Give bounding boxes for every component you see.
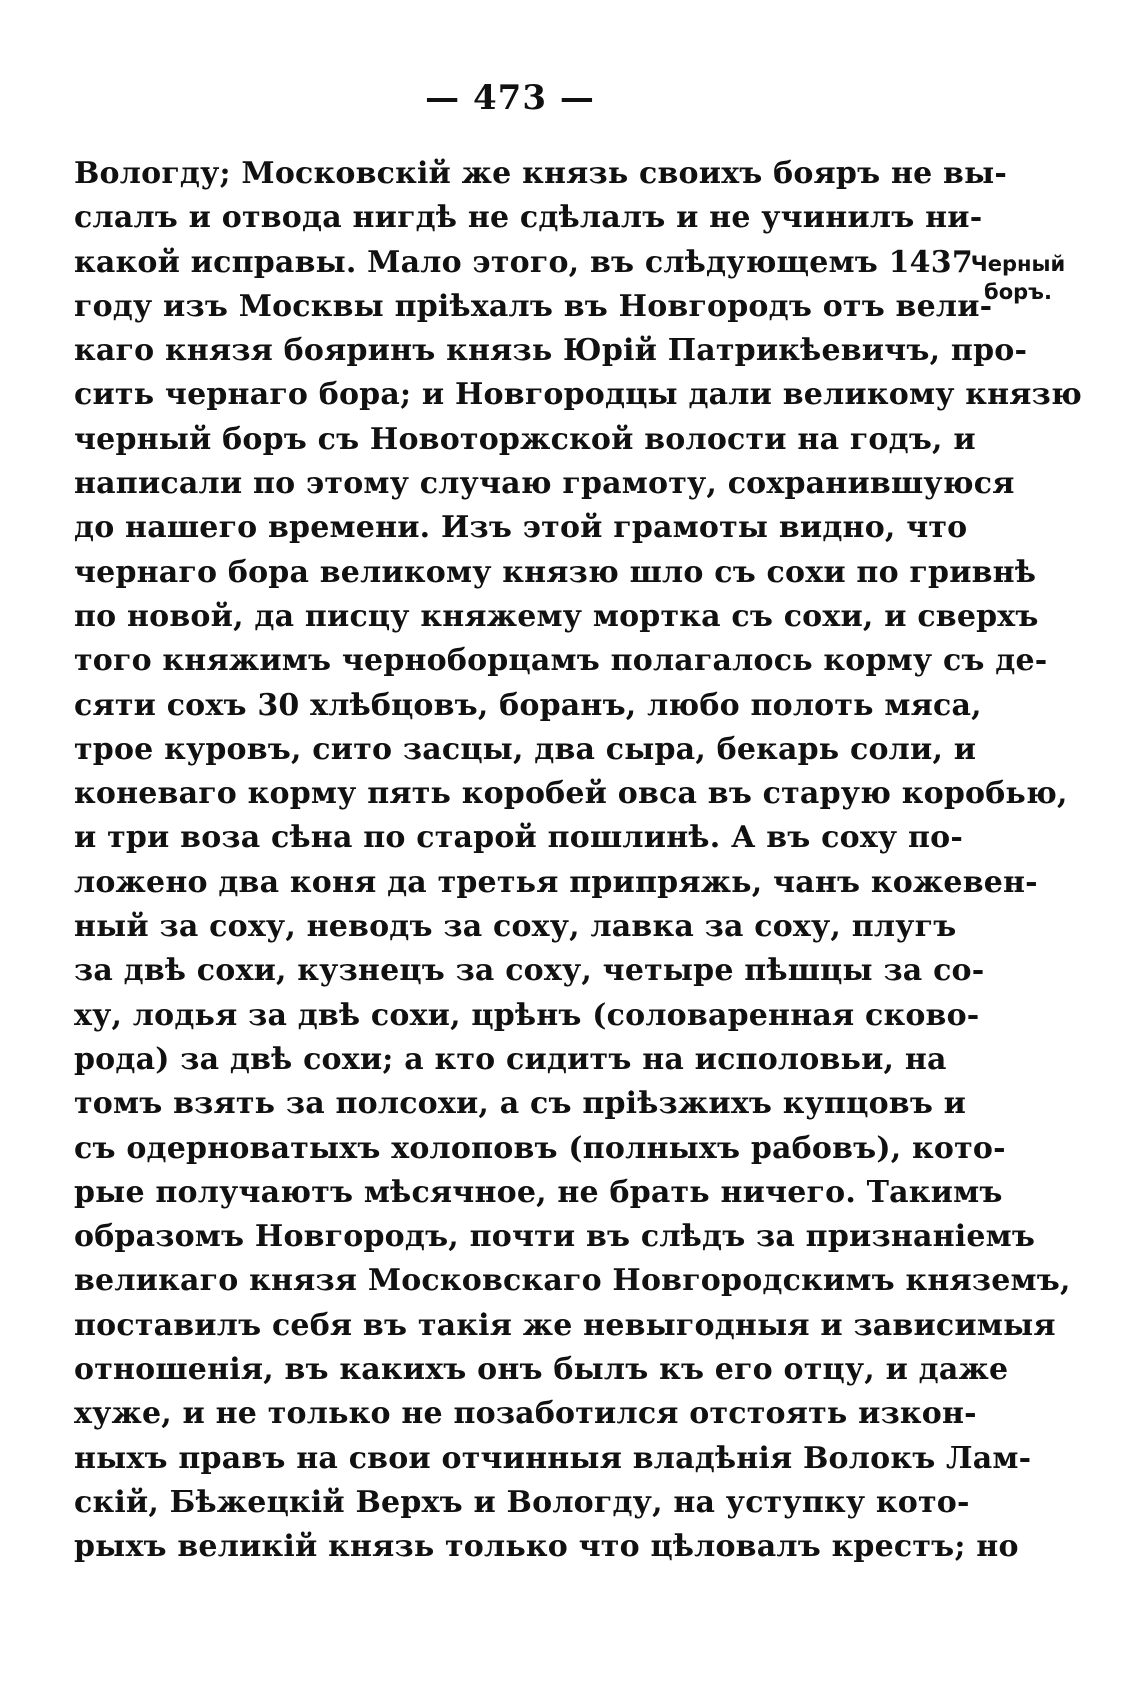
text-line: слалъ и отвода нигдѣ не сдѣлалъ и не учинилъ ни- xyxy=(74,200,983,236)
text-line: сить чернаго бора; и Новгородцы дали великому князю xyxy=(74,377,1082,413)
text-line: образомъ Новгородъ, почти въ слѣдъ за признаніемъ xyxy=(74,1219,1036,1255)
text-line: великаго князя Московскаго Новгородскимъ княземъ, xyxy=(74,1263,1071,1299)
margin-note-line-1: Черный xyxy=(970,252,1066,276)
text-line: рыхъ великій князь только что цѣловалъ крестъ; но xyxy=(74,1529,1019,1565)
text-line: Вологду; Московскій же князь своихъ бояръ не вы- xyxy=(74,156,1008,191)
text-line: ный за соху, неводъ за соху, лавка за соху, плугъ xyxy=(74,909,957,945)
text-line: съ одерноватыхъ холоповъ (полныхъ рабовъ), кото- xyxy=(74,1130,1006,1166)
text-line: какой исправы. Мало этого, въ слѣдующемъ 1437 xyxy=(74,244,973,280)
text-line: написали по этому случаю грамоту, сохранившуюся xyxy=(74,466,1015,502)
page-number: — 473 — xyxy=(425,78,595,118)
text-line: и три воза сѣна по старой пошлинѣ. А въ соху по- xyxy=(74,820,963,856)
text-line: году изъ Москвы пріѣхалъ въ Новгородъ отъ вели- xyxy=(74,288,993,324)
text-line: сяти сохъ 30 хлѣбцовъ, боранъ, любо полоть мяса, xyxy=(74,687,982,723)
text-line: ныхъ правъ на свои отчинныя владѣнія Волокъ Лам- xyxy=(74,1440,1032,1476)
text-line: ху, лодья за двѣ сохи, црѣнъ (соловаренная сково- xyxy=(74,997,980,1033)
text-line: трое куровъ, сито засцы, два сыра, бекарь соли, и xyxy=(74,731,977,767)
text-line: томъ взять за полсохи, а съ пріѣзжихъ купцовъ и xyxy=(74,1086,967,1122)
text-line: отношенія, въ какихъ онъ былъ къ его отцу, и даже xyxy=(74,1352,1009,1388)
text-line: коневаго корму пять коробей овса въ старую коробью, xyxy=(74,776,1068,812)
text-line: по новой, да писцу княжему мортка съ сохи, и сверхъ xyxy=(74,598,1039,634)
text-line: каго князя бояринъ князь Юрій Патрикѣевичъ, про- xyxy=(74,333,1028,369)
text-line: рода) за двѣ сохи; а кто сидитъ на исполовьи, на xyxy=(74,1041,947,1077)
text-line: чернаго бора великому князю шло съ сохи по гривнѣ xyxy=(74,554,1037,590)
text-line: черный боръ съ Новоторжской волости на годъ, и xyxy=(74,421,976,457)
body-text xyxy=(74,152,1082,1570)
text-line: рые получаютъ мѣсячное, не брать ничего. Такимъ xyxy=(74,1174,1003,1210)
text-line: ложено два коня да третья припряжь, чанъ кожевен- xyxy=(74,864,1038,900)
text-line: поставилъ себя въ такія же невыгодныя и зависимыя xyxy=(74,1307,1056,1343)
text-line: до нашего времени. Изъ этой грамоты видно, что xyxy=(74,510,968,546)
margin-note-line-2: боръ. xyxy=(984,280,1052,304)
text-line: скій, Бѣжецкій Верхъ и Вологду, на уступку кото- xyxy=(74,1484,970,1520)
text-line: того княжимъ черноборцамъ полагалось корму съ де- xyxy=(74,643,1048,679)
text-line: за двѣ сохи, кузнецъ за соху, четыре пѣшцы за со- xyxy=(74,953,985,989)
text-line: хуже, и не только не позаботился отстоять изкон- xyxy=(74,1396,977,1432)
